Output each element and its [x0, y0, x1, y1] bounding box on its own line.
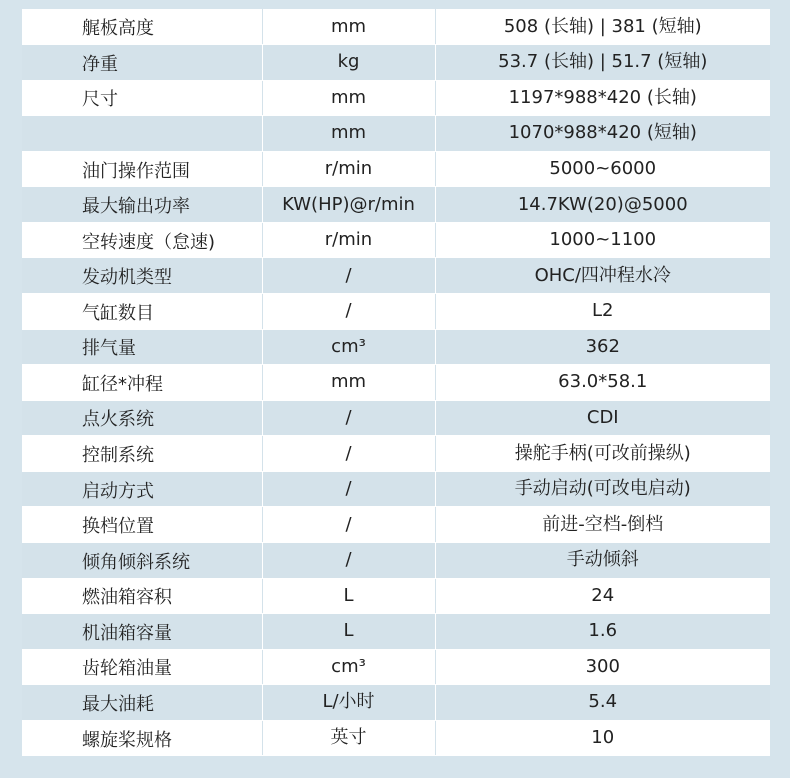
spec-unit: / [262, 507, 435, 543]
spec-value: CDI [435, 400, 770, 436]
spec-name: 启动方式 [22, 471, 262, 507]
spec-unit: / [262, 471, 435, 507]
spec-value: 14.7KW(20)@5000 [435, 187, 770, 223]
spec-value: 手动倾斜 [435, 542, 770, 578]
spec-value: 10 [435, 720, 770, 756]
table-row [22, 329, 770, 365]
spec-value: 5000~6000 [435, 151, 770, 187]
spec-unit: cm³ [262, 329, 435, 365]
table-row [22, 80, 770, 116]
spec-value: OHC/四冲程水冷 [435, 258, 770, 294]
spec-unit: r/min [262, 151, 435, 187]
table-row [22, 294, 770, 330]
spec-name: 排气量 [22, 329, 262, 365]
spec-unit: kg [262, 45, 435, 81]
spec-unit: L [262, 578, 435, 614]
table-row [22, 365, 770, 401]
spec-value: 操舵手柄(可改前操纵) [435, 436, 770, 472]
spec-value: 前进-空档-倒档 [435, 507, 770, 543]
spec-value: 53.7 (长轴) | 51.7 (短轴) [435, 45, 770, 81]
spec-name [22, 116, 262, 152]
spec-unit: / [262, 542, 435, 578]
spec-unit: / [262, 400, 435, 436]
spec-name: 换档位置 [22, 507, 262, 543]
table-row [22, 151, 770, 187]
spec-name: 净重 [22, 45, 262, 81]
spec-value: L2 [435, 294, 770, 330]
table-row [22, 436, 770, 472]
spec-value: 63.0*58.1 [435, 365, 770, 401]
table-row [22, 507, 770, 543]
spec-value: 508 (长轴) | 381 (短轴) [435, 9, 770, 45]
spec-name: 点火系统 [22, 400, 262, 436]
spec-value: 5.4 [435, 685, 770, 721]
spec-name: 最大油耗 [22, 685, 262, 721]
table-row [22, 222, 770, 258]
spec-unit: / [262, 436, 435, 472]
spec-value: 24 [435, 578, 770, 614]
spec-unit: mm [262, 9, 435, 45]
spec-name: 齿轮箱油量 [22, 649, 262, 685]
spec-unit: r/min [262, 222, 435, 258]
spec-value: 362 [435, 329, 770, 365]
spec-unit: 英寸 [262, 720, 435, 756]
spec-unit: mm [262, 365, 435, 401]
spec-name: 气缸数目 [22, 294, 262, 330]
table-row [22, 400, 770, 436]
spec-unit: mm [262, 80, 435, 116]
spec-name: 机油箱容量 [22, 614, 262, 650]
spec-value: 1000~1100 [435, 222, 770, 258]
spec-name: 艉板高度 [22, 9, 262, 45]
table-row [22, 187, 770, 223]
spec-value: 1.6 [435, 614, 770, 650]
spec-unit: KW(HP)@r/min [262, 187, 435, 223]
spec-name: 倾角倾斜系统 [22, 542, 262, 578]
table-row [22, 578, 770, 614]
table-row [22, 614, 770, 650]
spec-table [22, 9, 770, 756]
spec-value: 1197*988*420 (长轴) [435, 80, 770, 116]
spec-unit: L [262, 614, 435, 650]
spec-unit: / [262, 258, 435, 294]
spec-name: 缸径*冲程 [22, 365, 262, 401]
spec-unit: / [262, 294, 435, 330]
spec-unit: cm³ [262, 649, 435, 685]
spec-value: 1070*988*420 (短轴) [435, 116, 770, 152]
spec-name: 螺旋桨规格 [22, 720, 262, 756]
table-row [22, 720, 770, 756]
spec-name: 油门操作范围 [22, 151, 262, 187]
table-row [22, 471, 770, 507]
spec-name: 尺寸 [22, 80, 262, 116]
spec-sheet [22, 9, 770, 756]
table-row [22, 649, 770, 685]
spec-value: 手动启动(可改电启动) [435, 471, 770, 507]
table-row [22, 9, 770, 45]
spec-name: 最大输出功率 [22, 187, 262, 223]
spec-name: 燃油箱容积 [22, 578, 262, 614]
spec-name: 控制系统 [22, 436, 262, 472]
spec-name: 发动机类型 [22, 258, 262, 294]
table-row [22, 542, 770, 578]
spec-name: 空转速度（怠速) [22, 222, 262, 258]
spec-value: 300 [435, 649, 770, 685]
spec-unit: L/小时 [262, 685, 435, 721]
table-row [22, 258, 770, 294]
table-row [22, 116, 770, 152]
spec-unit: mm [262, 116, 435, 152]
table-row [22, 685, 770, 721]
table-row [22, 45, 770, 81]
